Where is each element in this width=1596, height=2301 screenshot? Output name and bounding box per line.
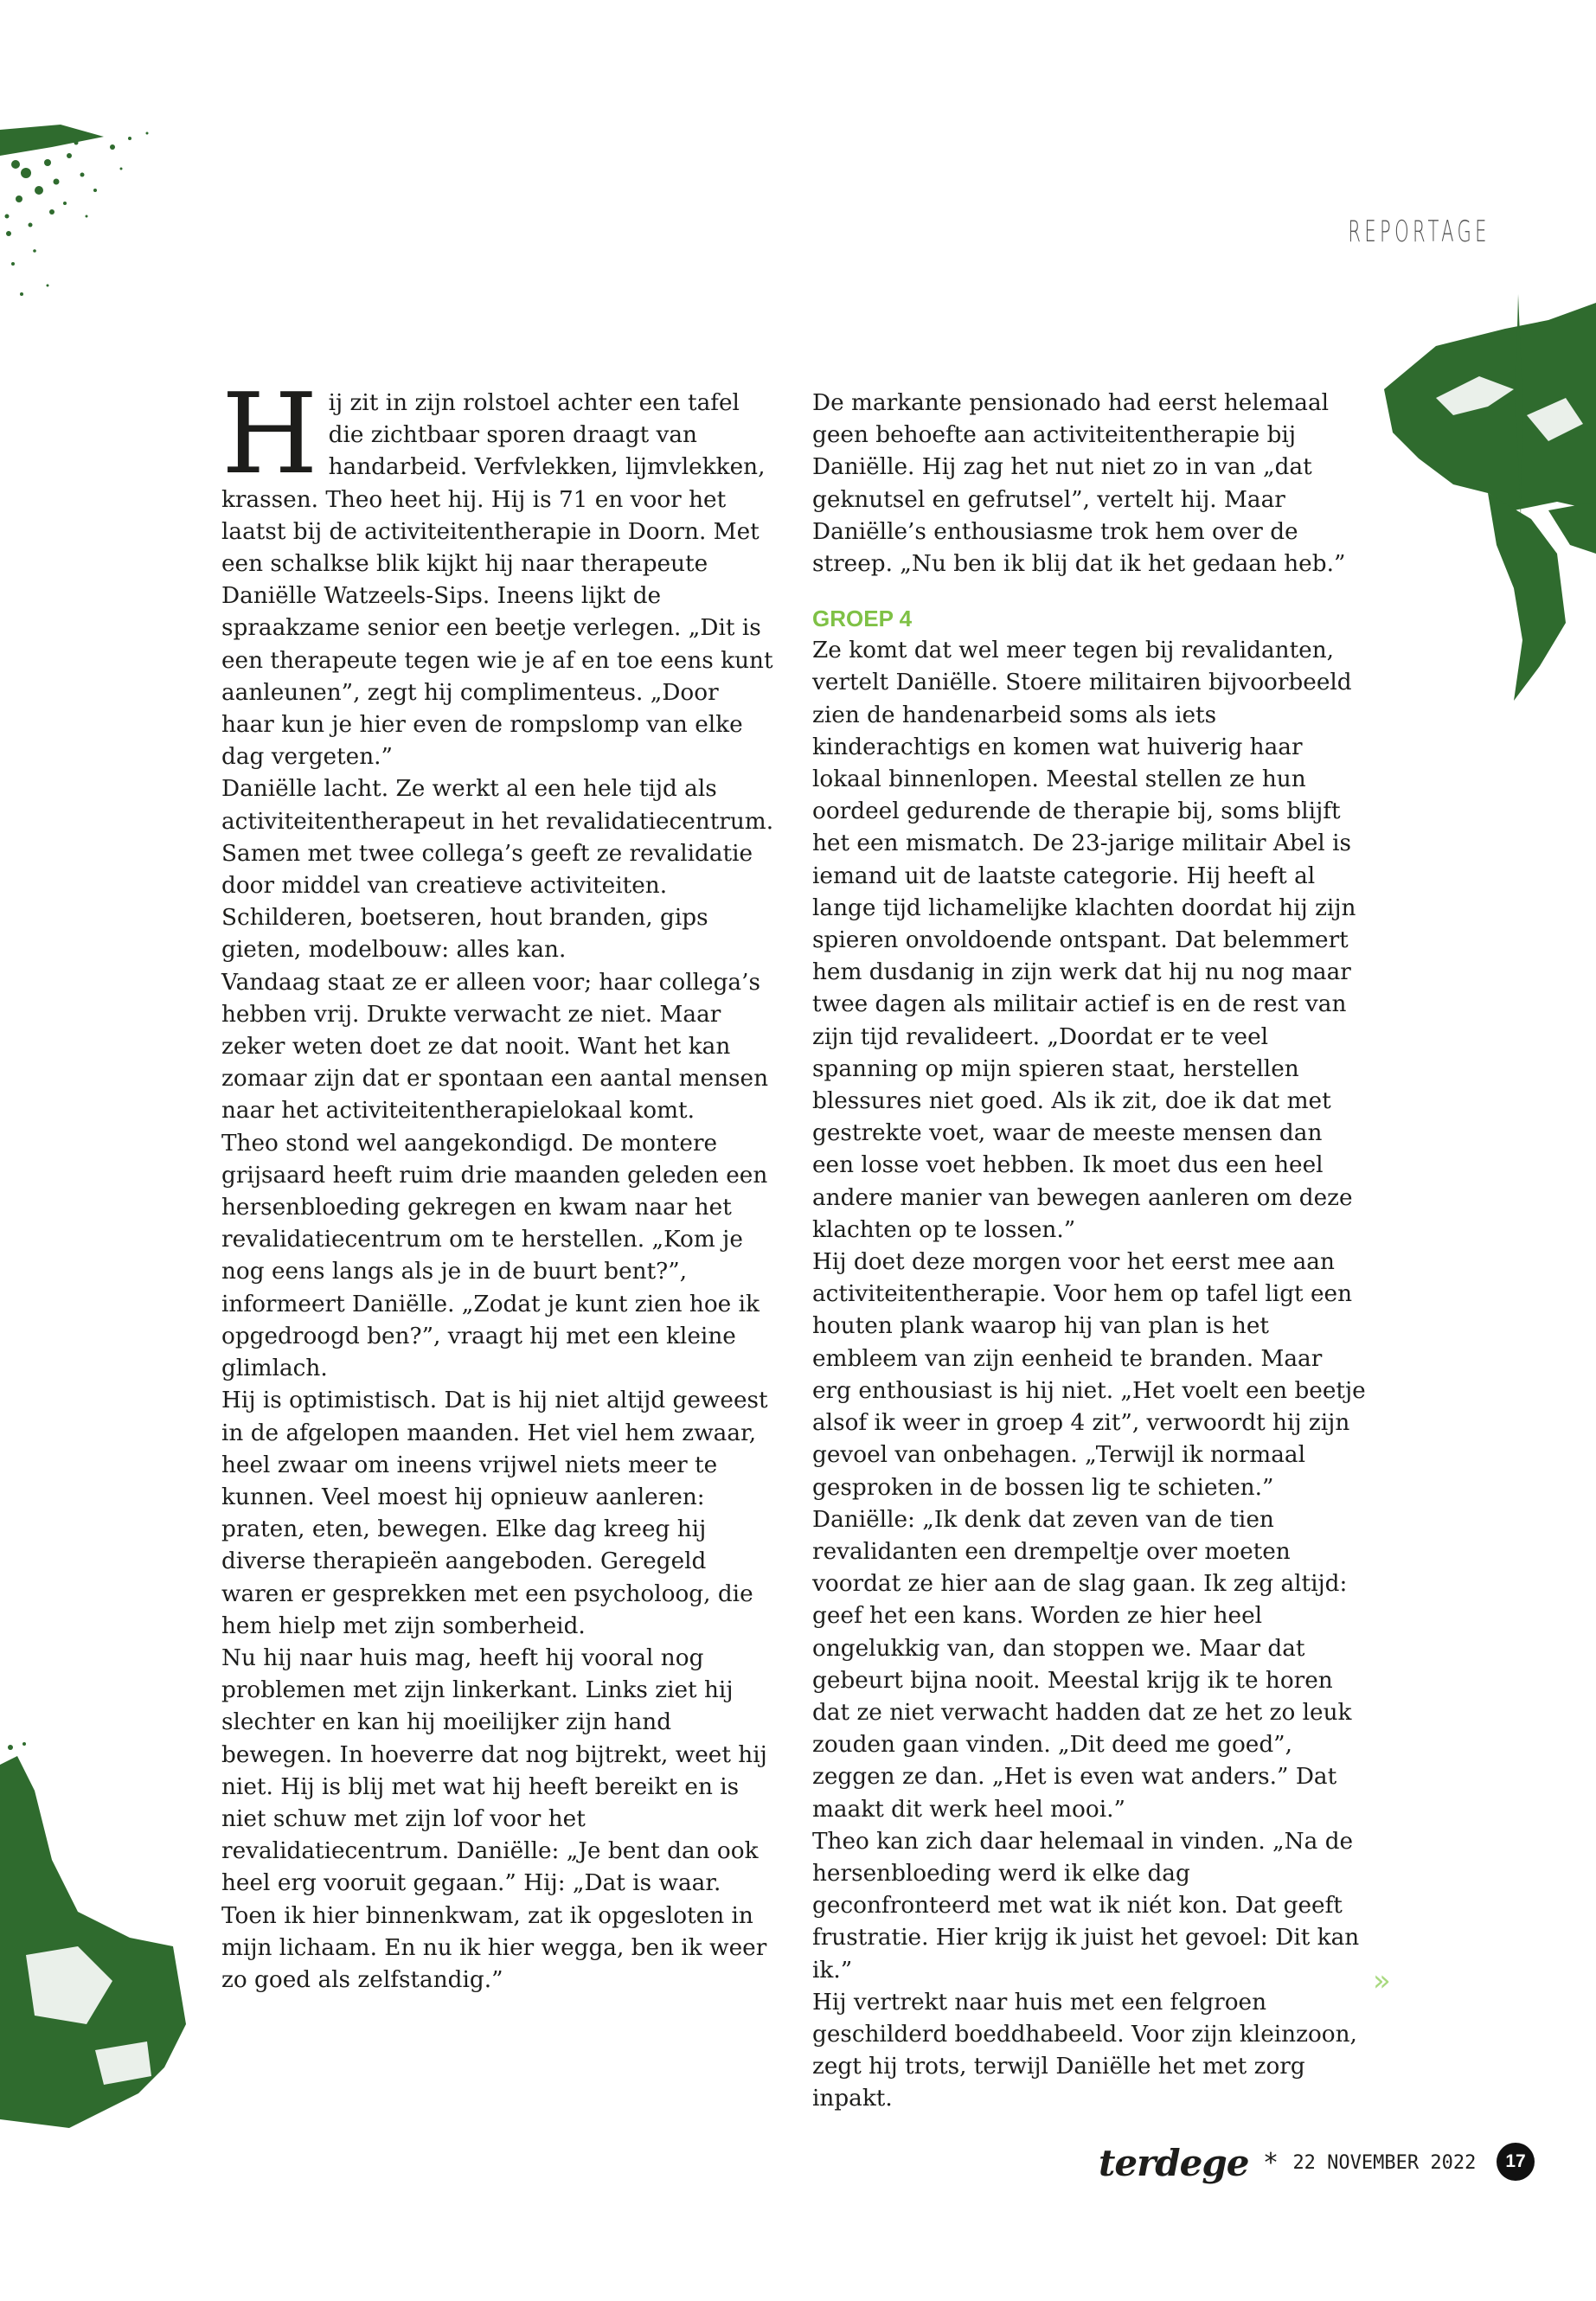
article-paragraph: Theo stond wel aangekondigd. De montere grijsaard heeft ruim drie maanden geleden een hersenbloeding gekregen en kwam naar het revalidatiecentrum om te herstellen. „Kom je nog eens langs als je in de buurt bent?”, informeert Daniëlle. „Zodat je kunt zien hoe ik opgedroogd ben?”, vraagt hij met een kleine glimlach. — [221, 1130, 768, 1382]
page-number: 17 — [1497, 2143, 1535, 2181]
article-paragraph: Daniëlle: „Ik denk dat zeven van de tien revalidanten een drempeltje over moeten voordat ze hier aan de slag gaan. Ik zeg altijd: geef het een kans. Worden ze hier heel ongelukkig van, dan stoppen we. Maar dat gebeurt bijna nooit. Meestal krijg ik te horen dat ze niet verwacht hadden dat ze het zo leuk zouden gaan vinden. „Dit deed me goed”, zeggen ze dan. „Het is even wat anders.” Dat maakt dit werk heel mooi.” — [812, 1506, 1352, 1823]
page-footer — [1099, 2142, 1476, 2184]
article-paragraph: Hij is optimistisch. Dat is hij niet altijd geweest in de afgelopen maanden. Het viel hem zwaar, heel zwaar om ineens vrijwel niets meer te kunnen. Veel moest hij opnieuw aanleren: praten, eten, bewegen. Elke dag kreeg hij diverse therapieën aangeboden. Geregeld waren er gesprekken met een psycholoog, die hem hielp met zijn somberheid. — [221, 1388, 768, 1639]
article-paragraph: De markante pensionado had eerst helemaal geen behoefte aan activiteitentherapie bij Daniëlle. Hij zag het nut niet zo in van „dat geknutsel en gefrutsel”, vertelt hij. Maar Daniëlle’s enthousiasme trok hem over de streep. „Nu ben ik blij dat ik het gedaan heb.” — [812, 390, 1346, 578]
article-column-left — [221, 370, 775, 1997]
article-paragraph: Nu hij naar huis mag, heeft hij vooral nog problemen met zijn linkerkant. Links ziet hij slechter en kan hij moeilijker zijn hand bewegen. In hoeverre dat nog bijtrekt, weet hij niet. Hij is blij met wat hij heeft bereikt en is niet schuw met zijn lof voor het revalidatiecentrum. Daniëlle: „Je bent dan ook heel erg vooruit gegaan.” Hij: „Dat is waar. Toen ik hier binnenkwam, zat ik opgesloten in mijn lichaam. En nu ik hier wegga, ben ik weer zo goed als zelfstandig.” — [221, 1644, 767, 1993]
paint-splatter-decoration — [0, 121, 173, 320]
article-paragraph: Vandaag staat ze er alleen voor; haar collega’s hebben vrij. Drukte verwacht ze niet. Maar zeker weten doet ze dat nooit. Want het kan zomaar zijn dat er spontaan een aantal mensen naar het activiteitentherapielokaal komt. — [221, 969, 769, 1125]
subheading: GROEP 4 — [812, 606, 913, 632]
article-paragraph — [221, 370, 775, 773]
drop-cap: H — [221, 370, 318, 499]
magazine-logo: terdege — [1099, 2142, 1249, 2184]
brush-stroke-decoration — [0, 1739, 190, 2145]
continue-arrow-icon: » — [1373, 1964, 1391, 1998]
article-column-right — [812, 388, 1366, 2116]
brush-stroke-decoration — [1384, 294, 1596, 718]
article-paragraph: Hij doet deze morgen voor het eerst mee aan activiteitentherapie. Voor hem op tafel ligt een houten plank waarop hij van plan is het embleem van zijn eenheid te branden. Maar erg enthousiast is hij niet. „Het voelt een beetje alsof ik weer in groep 4 zit”, verwoordt hij zijn gevoel van onbehagen. „Terwijl ik normaal gesproken in de bossen lig te schieten.” — [812, 1249, 1366, 1501]
section-label: REPORTAGE — [1348, 215, 1490, 249]
article-paragraph: Daniëlle lacht. Ze werkt al een hele tijd als activiteitentherapeut in het revalidatiecentrum. Samen met twee collega’s geeft ze revalidatie door middel van creatieve activiteiten. Schilderen, boetseren, hout branden, gips gieten, modelbouw: alles kan. — [221, 776, 774, 964]
article-paragraph: Theo kan zich daar helemaal in vinden. „Na de hersenbloeding werd ik elke dag geconfronteerd met wat ik niét kon. Dat geeft frustratie. Hier krijg ik juist het gevoel: Dit kan ik.” — [812, 1828, 1360, 1984]
lead-paragraph-text: ij zit in zijn rolstoel achter een tafel die zichtbaar sporen draagt van handarbeid. Verfvlekken, lijmvlekken, krassen. Theo heet hij. Hij is 71 en voor het laatst bij de activiteitentherapie in Doorn. Met een schalkse blik kijkt hij naar therapeute Daniëlle Watzeels-Sips. Ineens lijkt de spraakzame senior een beetje verlegen. „Dit is een therapeute tegen wie je af en toe eens kunt aanleunen”, zegt hij complimenteus. „Door haar kun je hier even de rompslomp van elke dag vergeten.” — [221, 390, 773, 771]
issue-date: 22 NOVEMBER 2022 — [1292, 2152, 1477, 2174]
separator-icon: * — [1264, 2148, 1278, 2178]
article-paragraph: Ze komt dat wel meer tegen bij revalidanten, vertelt Daniëlle. Stoere militairen bijvoorbeeld zien de handenarbeid soms als iets kinderachtigs en komen wat huiverig haar lokaal binnenlopen. Meestal stellen ze hun oordeel gedurende de therapie bij, soms blijft het een mismatch. De 23-jarige militair Abel is iemand uit de laatste categorie. Hij heeft al lange tijd lichamelijke klachten doordat hij zijn spieren onvoldoende ontspant. Dat belemmert hem dusdanig in zijn werk dat hij nu nog maar twee dagen als militair actief is en de rest van zijn tijd revalideert. „Doordat er te veel spanning op mijn spieren staat, herstellen blessures niet goed. Als ik zit, doe ik dat met gestrekte voet, waar de meeste mensen dan een losse voet hebben. Ik moet dus een heel andere manier van bewegen aanleren om deze klachten op te lossen.” — [812, 638, 1356, 1243]
article-paragraph: Hij vertrekt naar huis met een felgroen geschilderd boeddhabeeld. Voor zijn kleinzoon, zegt hij trots, terwijl Daniëlle het met zorg inpakt. — [812, 1989, 1357, 2112]
